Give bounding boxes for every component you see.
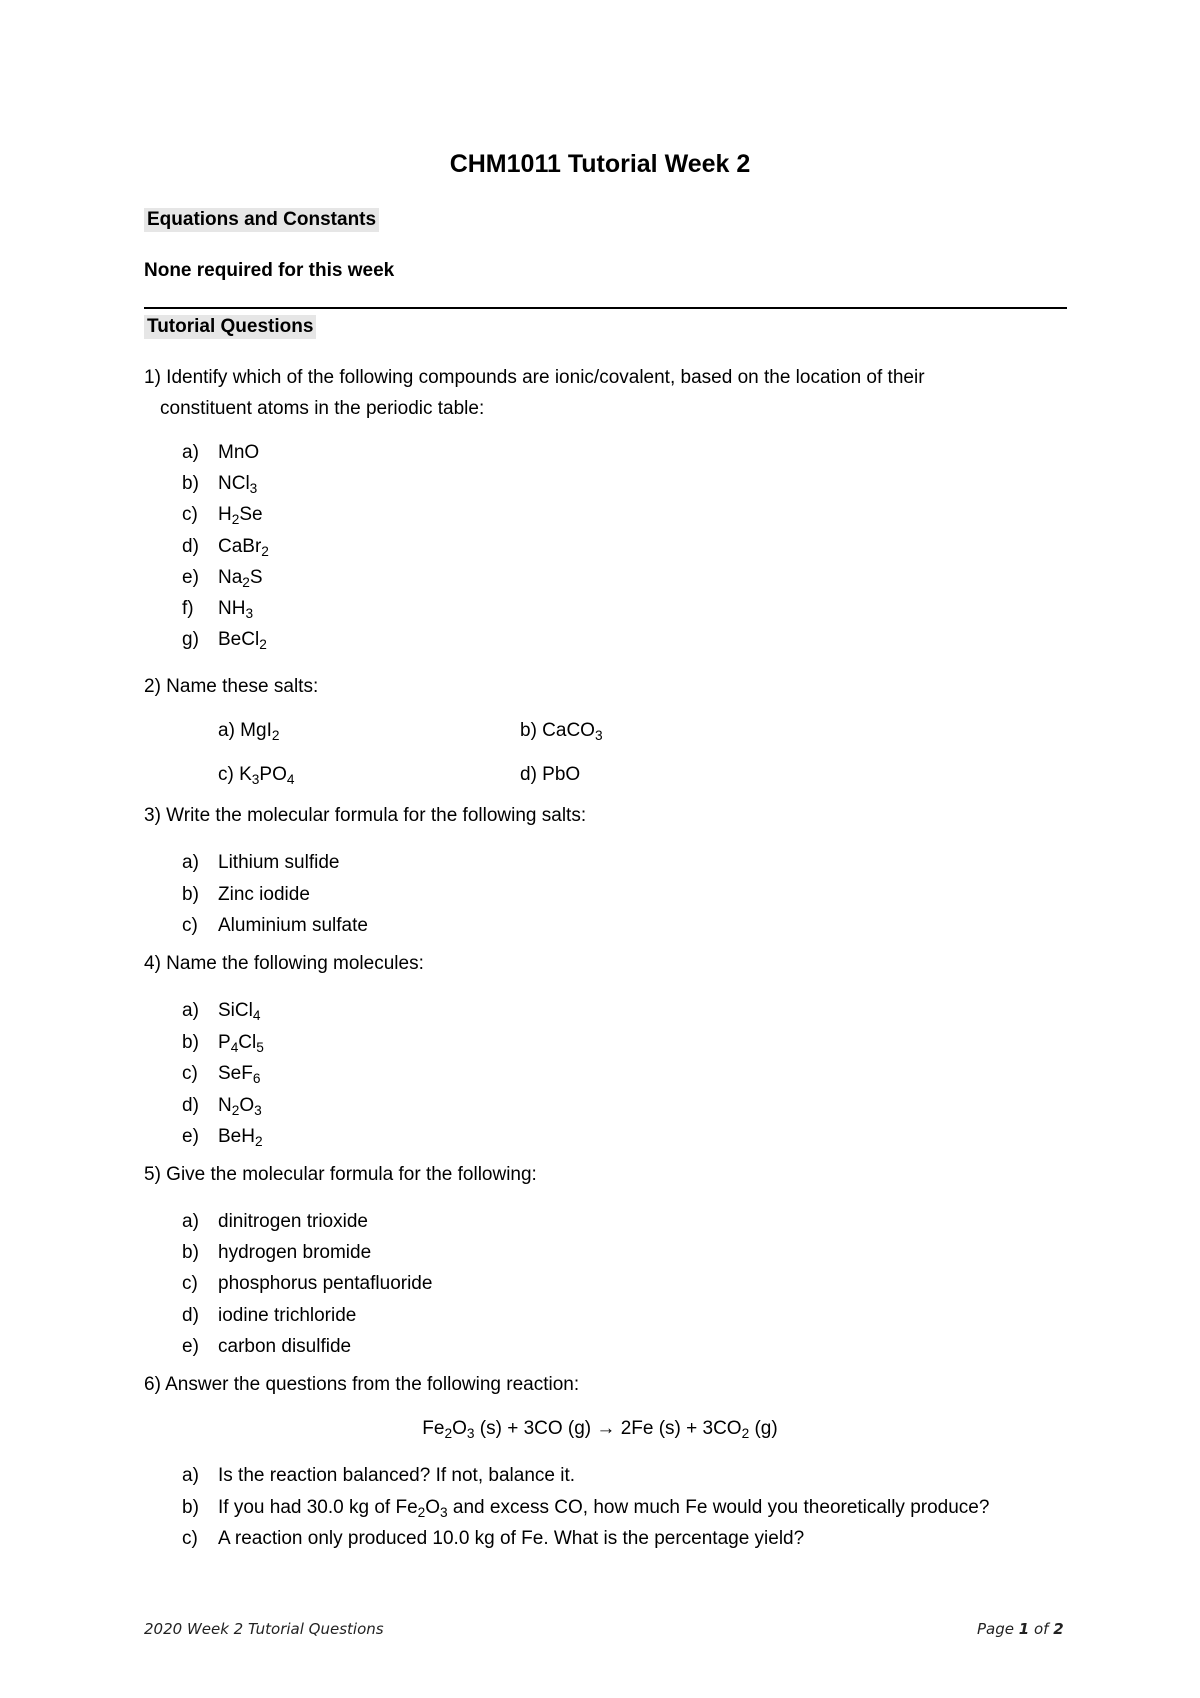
q5-label: e) — [182, 1335, 199, 1357]
q4-item: SiCl$_4$ — [218, 1000, 261, 1023]
q3-item: Aluminium sulfate — [218, 915, 368, 936]
tutorial-heading: Tutorial Questions — [144, 315, 316, 339]
q1-label: a) — [182, 442, 199, 463]
q1-item: $H_2Se$ — [218, 504, 263, 528]
q4-item: SeF$_6$ — [218, 1063, 261, 1086]
q4-label: e) — [182, 1126, 199, 1147]
reaction-equation: $Fe_2O_3$ (s) + 3CO (g) → 2Fe $(s) + 3CO_2$ (g) — [422, 1418, 778, 1441]
q3-item: Lithium sulfide — [218, 852, 340, 873]
equations-heading: Equations and Constants — [144, 208, 379, 232]
q3-item: Zinc iodide — [218, 883, 310, 905]
q1-label: f) — [182, 598, 194, 619]
section-divider — [144, 307, 1067, 309]
q6-label: b) — [182, 1496, 199, 1518]
q5-label: d) — [182, 1304, 199, 1326]
equations-note: None required for this week — [144, 260, 395, 281]
q6-item: If you had 30.0 kg of $Fe_2O_3$ and excess CO, how much Fe would you theoretically produce? — [218, 1496, 990, 1520]
question-5-text: 5) Give the molecular formula for the following: — [144, 1164, 537, 1185]
q5-item: iodine trichloride — [218, 1304, 357, 1326]
q2-item: c) $K_3PO_4$ — [218, 764, 295, 787]
q3-label: a) — [182, 852, 199, 873]
q5-label: b) — [182, 1242, 199, 1264]
q1-item: MnO — [218, 442, 260, 463]
question-6-text: 6) Answer the questions from the following reaction: — [144, 1374, 580, 1395]
q1-item: $NH_3$ — [218, 598, 254, 621]
q1-label: c) — [182, 504, 198, 526]
question-4-text: 4) Name the following molecules: — [144, 953, 424, 974]
question-1-text: 1) Identify which of the following compounds are ionic/covalent, based on the location of their — [144, 367, 925, 388]
question-2-text: 2) Name these salts: — [144, 676, 319, 697]
q1-label: e) — [182, 566, 199, 588]
q2-item: a) MgI$_2$ — [218, 720, 280, 743]
q2-item: d) PbO — [520, 764, 581, 785]
question-1-text-cont: constituent atoms in the periodic table: — [160, 398, 485, 419]
q1-label: b) — [182, 473, 199, 495]
q4-item: $P_4Cl_5$ — [218, 1031, 264, 1055]
q1-label: d) — [182, 535, 199, 557]
q5-label: a) — [182, 1211, 199, 1232]
q3-label: b) — [182, 883, 199, 905]
footer-of-word: of — [1029, 1620, 1054, 1638]
footer-page-word: Page — [977, 1620, 1019, 1638]
q1-item: BeCl$_2$ — [218, 629, 267, 653]
question-3-text: 3) Write the molecular formula for the following salts: — [144, 805, 587, 826]
q4-item: $N_2O_3$ — [218, 1094, 262, 1118]
q5-label: c) — [182, 1273, 198, 1295]
q2-item: b) CaCO$_3$ — [520, 720, 603, 743]
q4-label: d) — [182, 1094, 199, 1116]
q1-label: g) — [182, 629, 199, 651]
q5-item: dinitrogen trioxide — [218, 1211, 368, 1232]
q4-label: c) — [182, 1063, 198, 1084]
footer-page-total: 2 — [1053, 1620, 1064, 1638]
q6-item: Is the reaction balanced? If not, balance it. — [218, 1465, 576, 1486]
q4-item: BeH$_2$ — [218, 1126, 263, 1149]
page-title: CHM1011 Tutorial Week 2 — [449, 150, 751, 178]
q5-item: carbon disulfide — [218, 1335, 352, 1357]
footer-page-number — [977, 1620, 1064, 1638]
q5-item: phosphorus pentafluoride — [218, 1273, 433, 1295]
q5-item: hydrogen bromide — [218, 1242, 372, 1264]
footer-left: 2020 Week 2 Tutorial Questions — [144, 1620, 384, 1638]
q6-label: c) — [182, 1528, 198, 1549]
q6-item: A reaction only produced 10.0 kg of Fe. What is the percentage yield? — [218, 1528, 805, 1549]
q1-item: $Na_2S$ — [218, 566, 263, 590]
q4-label: a) — [182, 1000, 199, 1021]
q1-item: CaBr$_2$ — [218, 535, 269, 559]
footer-page-current: 1 — [1018, 1620, 1030, 1638]
q6-label: a) — [182, 1465, 199, 1486]
q3-label: c) — [182, 915, 198, 936]
q1-item: NCl$_3$ — [218, 473, 258, 497]
q4-label: b) — [182, 1031, 199, 1053]
